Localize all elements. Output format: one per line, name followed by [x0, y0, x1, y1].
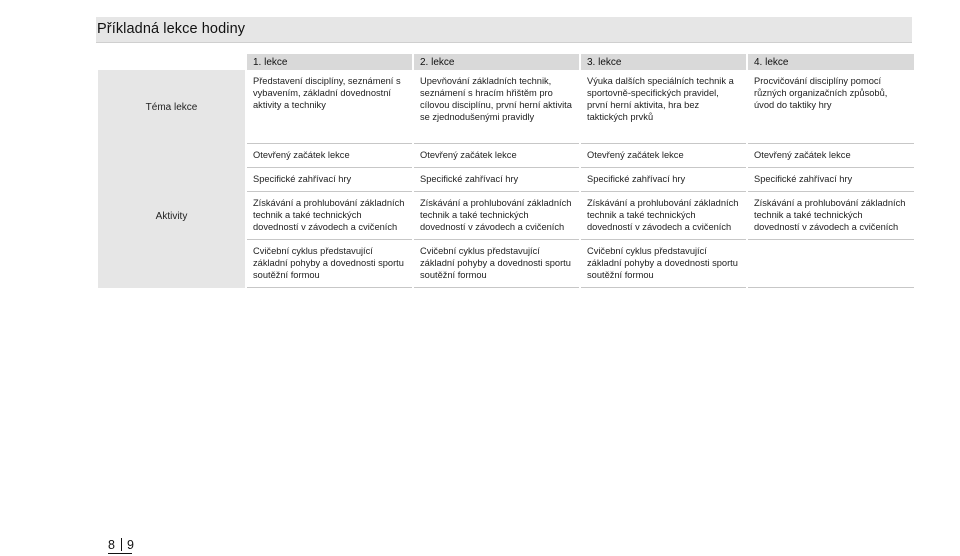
activity-cell-1-2: Otevřený začátek lekce: [414, 144, 579, 168]
page-number-underline: [108, 553, 132, 554]
activity-cell-2-1: Specifické zahřívací hry: [247, 168, 412, 192]
page-number: [108, 538, 135, 552]
header-corner: [98, 54, 245, 70]
activity-cell-2-4: Specifické zahřívací hry: [748, 168, 914, 192]
page-number-left: 8: [108, 538, 116, 552]
page-title: Příkladná lekce hodiny: [97, 21, 246, 37]
activity-cell-2-3: Specifické zahřívací hry: [581, 168, 746, 192]
activity-cell-3-1: Získávání a prohlubování základních technik a také technických dovedností v závodech a cvičeních: [247, 192, 412, 240]
activities-row-label: Aktivity: [98, 144, 245, 288]
activity-cell-4-2: Cvičební cyklus představující základní pohyby a dovednosti sportu soutěžní formou: [414, 240, 579, 288]
lesson-table: [96, 54, 916, 288]
topic-row: [98, 70, 914, 144]
activity-cell-4-1: Cvičební cyklus představující základní pohyby a dovednosti sportu soutěžní formou: [247, 240, 412, 288]
activity-cell-1-1: Otevřený začátek lekce: [247, 144, 412, 168]
topic-row-label: Téma lekce: [98, 70, 245, 144]
activity-cell-1-4: Otevřený začátek lekce: [748, 144, 914, 168]
page-number-right: 9: [126, 538, 135, 552]
page-number-separator: [121, 538, 122, 551]
lesson-header-4: 4. lekce: [748, 54, 914, 70]
activity-cell-2-2: Specifické zahřívací hry: [414, 168, 579, 192]
activity-cell-3-3: Získávání a prohlubování základních technik a také technických dovedností v závodech a cvičeních: [581, 192, 746, 240]
title-bar: [96, 17, 912, 43]
lesson-header-2: 2. lekce: [414, 54, 579, 70]
activity-row-1: [98, 144, 914, 168]
activity-cell-4-3: Cvičební cyklus představující základní pohyby a dovednosti sportu soutěžní formou: [581, 240, 746, 288]
topic-cell-1: Představení disciplíny, seznámení s vybavením, základní dovednostní aktivity a techniky: [247, 70, 412, 144]
activity-cell-4-4: [748, 240, 914, 288]
topic-cell-3: Výuka dalších speciálních technik a sportovně-specifických pravidel, první herní aktivita, hra bez taktických prvků: [581, 70, 746, 144]
lesson-header-1: 1. lekce: [247, 54, 412, 70]
topic-cell-4: Procvičování disciplíny pomocí různých organizačních způsobů, úvod do taktiky hry: [748, 70, 914, 144]
topic-cell-2: Upevňování základních technik, seznámení s hracím hřištěm pro cílovou disciplínu, první herní aktivita se zjednodušenými pravidly: [414, 70, 579, 144]
lesson-header-row: [98, 54, 914, 70]
activity-cell-3-2: Získávání a prohlubování základních technik a také technických dovedností v závodech a cvičeních: [414, 192, 579, 240]
activity-cell-1-3: Otevřený začátek lekce: [581, 144, 746, 168]
activity-cell-3-4: Získávání a prohlubování základních technik a také technických dovedností v závodech a cvičeních: [748, 192, 914, 240]
lesson-header-3: 3. lekce: [581, 54, 746, 70]
